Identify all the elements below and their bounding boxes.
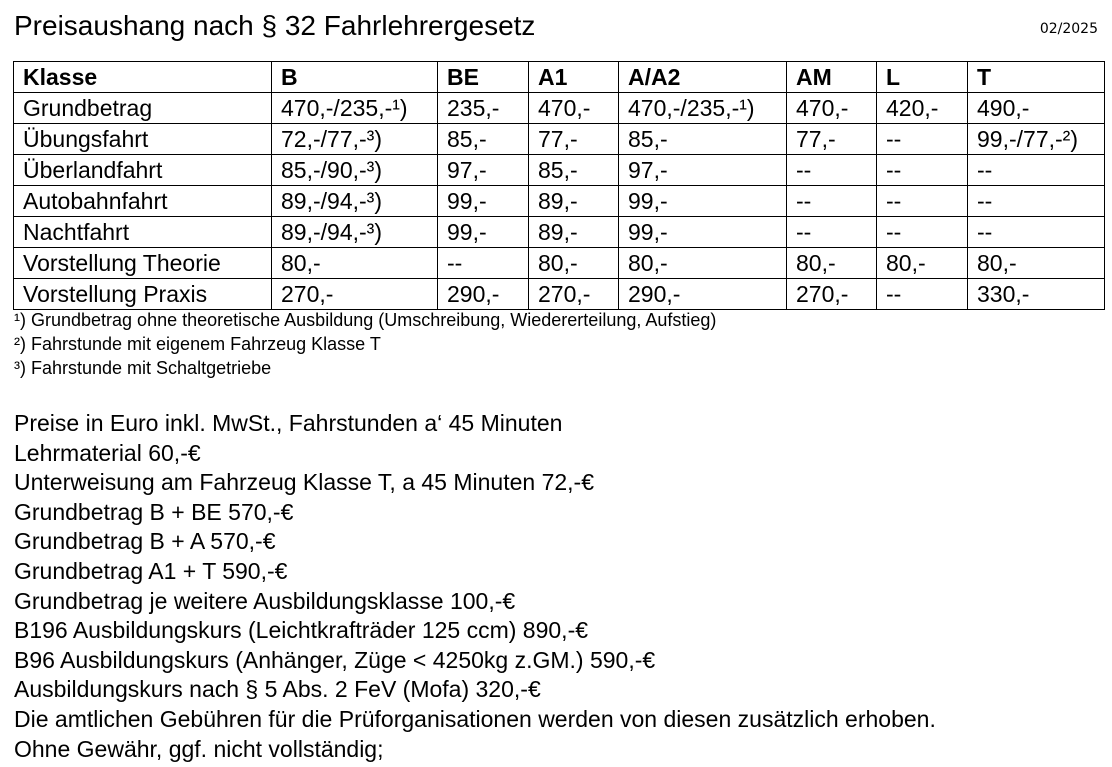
row-label: Übungsfahrt — [14, 124, 272, 155]
footnote-2: ²) Fahrstunde mit eigenem Fahrzeug Klasse T — [14, 334, 381, 354]
table-cell: 85,- — [529, 155, 619, 186]
table-cell: 85,- — [619, 124, 787, 155]
note-line: Lehrmaterial 60,-€ — [14, 439, 201, 466]
table-cell: 270,- — [529, 279, 619, 310]
table-cell: -- — [787, 217, 877, 248]
page-title: Preisaushang nach § 32 Fahrlehrergesetz — [14, 10, 536, 41]
note-line: Unterweisung am Fahrzeug Klasse T, a 45 Minuten 72,-€ — [14, 469, 594, 496]
note-line: Ausbildungskurs nach § 5 Abs. 2 FeV (Mofa) 320,-€ — [14, 676, 541, 703]
table-cell: 99,- — [619, 217, 787, 248]
note-line: Preise in Euro inkl. MwSt., Fahrstunden a‘ 45 Minuten — [14, 410, 563, 436]
note-line: Die amtlichen Gebühren für die Prüforganisationen werden von diesen zusätzlich erhoben. — [14, 705, 936, 732]
column-header-be: BE — [438, 62, 529, 93]
price-table — [13, 61, 1105, 310]
table-cell: 89,- — [529, 186, 619, 217]
table-cell: 85,-/90,-³) — [272, 155, 438, 186]
table-cell: 80,- — [877, 248, 968, 279]
table-cell: 235,- — [438, 93, 529, 124]
table-cell: -- — [877, 124, 968, 155]
note-line: Grundbetrag B + BE 570,-€ — [14, 498, 294, 525]
table-cell: 80,- — [787, 248, 877, 279]
table-row-uebungsfahrt — [14, 124, 1105, 155]
table-cell: 85,- — [438, 124, 529, 155]
table-cell: 270,- — [272, 279, 438, 310]
table-cell: 470,-/235,-¹) — [272, 93, 438, 124]
table-cell: -- — [787, 186, 877, 217]
table-cell: 77,- — [787, 124, 877, 155]
table-cell: 80,- — [529, 248, 619, 279]
column-header-b: B — [272, 62, 438, 93]
table-cell: 470,- — [787, 93, 877, 124]
note-line: Ohne Gewähr, ggf. nicht vollständig; — [14, 735, 384, 762]
column-header-a1: A1 — [529, 62, 619, 93]
row-label: Überlandfahrt — [14, 155, 272, 186]
date-label: 02/2025 — [1039, 21, 1098, 37]
column-header-l: L — [877, 62, 968, 93]
table-cell: 89,-/94,-³) — [272, 186, 438, 217]
footnotes — [14, 308, 716, 380]
note-line: Grundbetrag A1 + T 590,-€ — [14, 557, 288, 584]
table-row-nachtfahrt — [14, 217, 1105, 248]
column-header-klasse: Klasse — [14, 62, 272, 93]
table-cell: 470,- — [529, 93, 619, 124]
row-label: Nachtfahrt — [14, 217, 272, 248]
table-cell: 270,- — [787, 279, 877, 310]
note-line: B96 Ausbildungskurs (Anhänger, Züge < 4250kg z.GM.) 590,-€ — [14, 646, 656, 673]
table-cell: 490,- — [968, 93, 1105, 124]
table-cell: 290,- — [619, 279, 787, 310]
table-cell: 89,- — [529, 217, 619, 248]
table-cell: 420,- — [877, 93, 968, 124]
table-cell: -- — [877, 155, 968, 186]
table-cell: 80,- — [272, 248, 438, 279]
column-header-am: AM — [787, 62, 877, 93]
table-row-autobahnfahrt — [14, 186, 1105, 217]
table-row-ueberlandfahrt — [14, 155, 1105, 186]
table-header-row — [14, 62, 1105, 93]
table-cell: -- — [438, 248, 529, 279]
table-cell: -- — [968, 186, 1105, 217]
table-row-grundbetrag — [14, 93, 1105, 124]
row-label: Grundbetrag — [14, 93, 272, 124]
table-cell: 99,- — [438, 186, 529, 217]
row-label: Vorstellung Theorie — [14, 248, 272, 279]
table-row-vorstellung-praxis — [14, 279, 1105, 310]
table-cell: 80,- — [968, 248, 1105, 279]
table-cell: -- — [968, 217, 1105, 248]
table-cell: -- — [968, 155, 1105, 186]
table-cell: 97,- — [438, 155, 529, 186]
table-cell: 77,- — [529, 124, 619, 155]
table-cell: 470,-/235,-¹) — [619, 93, 787, 124]
note-line: Grundbetrag B + A 570,-€ — [14, 528, 276, 555]
note-line: B196 Ausbildungskurs (Leichtkrafträder 125 ccm) 890,-€ — [14, 617, 589, 644]
table-cell: 80,- — [619, 248, 787, 279]
footnote-1: ¹) Grundbetrag ohne theoretische Ausbildung (Umschreibung, Wiedererteilung, Aufstieg) — [14, 310, 717, 330]
table-row-vorstellung-theorie — [14, 248, 1105, 279]
table-cell: 99,- — [438, 217, 529, 248]
price-notes — [14, 409, 936, 764]
table-cell: 89,-/94,-³) — [272, 217, 438, 248]
table-cell: -- — [877, 279, 968, 310]
table-cell: 99,- — [619, 186, 787, 217]
table-cell: 72,-/77,-³) — [272, 124, 438, 155]
column-header-t: T — [968, 62, 1105, 93]
table-cell: -- — [877, 186, 968, 217]
footnote-3: ³) Fahrstunde mit Schaltgetriebe — [14, 358, 272, 378]
table-cell: -- — [877, 217, 968, 248]
column-header-a-a2: A/A2 — [619, 62, 787, 93]
table-cell: -- — [787, 155, 877, 186]
table-cell: 97,- — [619, 155, 787, 186]
table-cell: 99,-/77,-²) — [968, 124, 1105, 155]
table-cell: 330,- — [968, 279, 1105, 310]
row-label: Vorstellung Praxis — [14, 279, 272, 310]
row-label: Autobahnfahrt — [14, 186, 272, 217]
note-line: Grundbetrag je weitere Ausbildungsklasse 100,-€ — [14, 587, 516, 614]
table-cell: 290,- — [438, 279, 529, 310]
